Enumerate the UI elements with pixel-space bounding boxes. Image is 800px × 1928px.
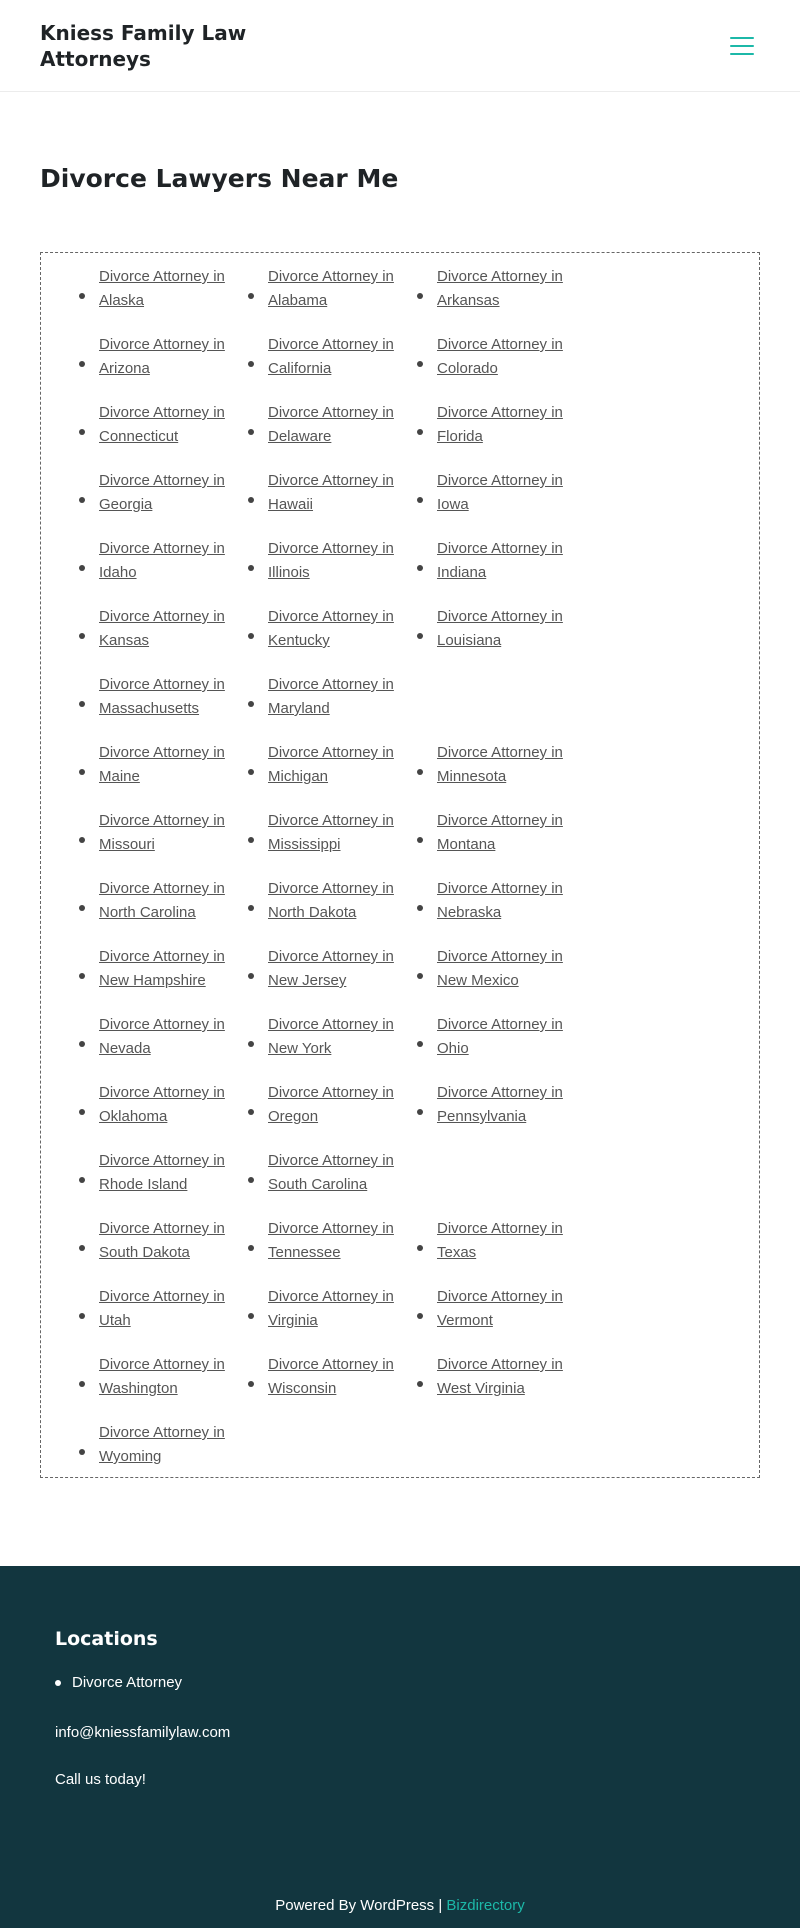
state-link-name: Tennessee — [268, 1244, 341, 1261]
state-link-name: New Hampshire — [99, 972, 206, 989]
state-link-name: Washington — [99, 1380, 178, 1397]
bullet-icon — [417, 361, 423, 367]
bullet-icon — [79, 1313, 85, 1319]
bullet-icon — [417, 633, 423, 639]
state-link-prefix: Divorce Attorney in — [437, 1084, 563, 1101]
state-list-item-new-jersey — [248, 945, 417, 1013]
state-link-prefix: Divorce Attorney in — [99, 1288, 225, 1305]
state-link-michigan[interactable] — [268, 741, 417, 789]
empty-cell — [248, 1421, 417, 1489]
state-link-name: Colorado — [437, 360, 498, 377]
state-list-item-colorado — [417, 333, 586, 401]
powered-by-text: Powered By WordPress | — [275, 1897, 443, 1914]
bullet-icon — [79, 701, 85, 707]
state-link-prefix: Divorce Attorney in — [99, 540, 225, 557]
state-link-name: Mississippi — [268, 836, 341, 853]
state-list-item-missouri — [79, 809, 248, 877]
menu-bar-top — [730, 37, 754, 39]
state-list-item-kansas — [79, 605, 248, 673]
state-link-colorado[interactable] — [437, 333, 586, 381]
state-link-name: Oklahoma — [99, 1108, 168, 1125]
state-link-utah[interactable] — [99, 1285, 248, 1333]
state-link-prefix: Divorce Attorney in — [268, 948, 394, 965]
state-list-item-georgia — [79, 469, 248, 537]
bullet-icon — [79, 361, 85, 367]
state-link-georgia[interactable] — [99, 469, 248, 517]
states-directory-box — [40, 252, 760, 1478]
bullet-icon — [417, 905, 423, 911]
state-list-item-alaska — [79, 265, 248, 333]
state-link-prefix: Divorce Attorney in — [268, 268, 394, 285]
state-link-name: Missouri — [99, 836, 155, 853]
state-link-name: Utah — [99, 1312, 131, 1329]
bullet-icon — [248, 769, 254, 775]
state-list-item-tennessee — [248, 1217, 417, 1285]
state-link-name: Iowa — [437, 496, 469, 513]
state-list-item-louisiana — [417, 605, 586, 673]
state-link-prefix: Divorce Attorney in — [99, 1356, 225, 1373]
state-link-nebraska[interactable] — [437, 877, 586, 925]
state-link-prefix: Divorce Attorney in — [268, 880, 394, 897]
state-link-name: Montana — [437, 836, 496, 853]
state-list-item-wisconsin — [248, 1353, 417, 1421]
states-list — [79, 265, 759, 1489]
bullet-icon — [79, 837, 85, 843]
state-link-rhode-island[interactable] — [99, 1149, 248, 1197]
state-link-prefix: Divorce Attorney in — [268, 1356, 394, 1373]
state-link-name: Maine — [99, 768, 140, 785]
bullet-icon — [79, 1245, 85, 1251]
state-link-prefix: Divorce Attorney in — [99, 744, 225, 761]
state-list-item-delaware — [248, 401, 417, 469]
state-link-prefix: Divorce Attorney in — [99, 1220, 225, 1237]
state-list-item-nevada — [79, 1013, 248, 1081]
state-list-item-alabama — [248, 265, 417, 333]
state-link-north-dakota[interactable] — [268, 877, 417, 925]
state-list-item-connecticut — [79, 401, 248, 469]
bullet-icon — [248, 905, 254, 911]
state-link-south-dakota[interactable] — [99, 1217, 248, 1265]
state-link-virginia[interactable] — [268, 1285, 417, 1333]
bullet-icon — [417, 429, 423, 435]
state-link-vermont[interactable] — [437, 1285, 586, 1333]
bullet-icon — [79, 1177, 85, 1183]
state-list-item-florida — [417, 401, 586, 469]
state-link-name: Nevada — [99, 1040, 151, 1057]
site-header — [0, 0, 800, 92]
state-link-south-carolina[interactable] — [268, 1149, 417, 1197]
bullet-icon — [417, 1313, 423, 1319]
state-link-name: Wyoming — [99, 1448, 162, 1465]
state-link-texas[interactable] — [437, 1217, 586, 1265]
state-list-item-iowa — [417, 469, 586, 537]
state-link-prefix: Divorce Attorney in — [268, 404, 394, 421]
state-link-maryland[interactable] — [268, 673, 417, 721]
site-title[interactable]: Kniess Family Law Attorneys — [40, 20, 247, 71]
state-link-name: Wisconsin — [268, 1380, 337, 1397]
bullet-icon — [79, 905, 85, 911]
state-link-indiana[interactable] — [437, 537, 586, 585]
state-link-prefix: Divorce Attorney in — [268, 1016, 394, 1033]
state-list-item-maine — [79, 741, 248, 809]
state-link-north-carolina[interactable] — [99, 877, 248, 925]
theme-credit-link[interactable]: Bizdirectory — [446, 1897, 525, 1914]
state-link-name: New Jersey — [268, 972, 347, 989]
state-link-prefix: Divorce Attorney in — [437, 1220, 563, 1237]
state-list-item-indiana — [417, 537, 586, 605]
bullet-icon — [248, 837, 254, 843]
empty-cell — [417, 673, 586, 741]
state-link-name: Ohio — [437, 1040, 469, 1057]
state-list-item-utah — [79, 1285, 248, 1353]
state-link-prefix: Divorce Attorney in — [99, 880, 225, 897]
state-list-item-vermont — [417, 1285, 586, 1353]
state-link-prefix: Divorce Attorney in — [268, 1288, 394, 1305]
state-link-name: Idaho — [99, 564, 137, 581]
state-list-item-south-dakota — [79, 1217, 248, 1285]
state-list-item-montana — [417, 809, 586, 877]
bullet-icon — [79, 293, 85, 299]
state-link-name: Pennsylvania — [437, 1108, 527, 1125]
state-link-prefix: Divorce Attorney in — [99, 472, 225, 489]
state-link-prefix: Divorce Attorney in — [268, 812, 394, 829]
bullet-icon — [248, 973, 254, 979]
bullet-icon — [417, 1381, 423, 1387]
state-link-wyoming[interactable] — [99, 1421, 248, 1469]
bullet-icon — [417, 1041, 423, 1047]
state-link-prefix: Divorce Attorney in — [99, 676, 225, 693]
state-link-maine[interactable] — [99, 741, 248, 789]
bullet-icon — [79, 973, 85, 979]
state-link-name: South Carolina — [268, 1176, 368, 1193]
state-link-name: Maryland — [268, 700, 330, 717]
state-link-prefix: Divorce Attorney in — [99, 336, 225, 353]
state-list-item-california — [248, 333, 417, 401]
bullet-icon — [79, 769, 85, 775]
state-link-name: Delaware — [268, 428, 332, 445]
state-list-item-oklahoma — [79, 1081, 248, 1149]
state-link-minnesota[interactable] — [437, 741, 586, 789]
state-list-item-mississippi — [248, 809, 417, 877]
bullet-icon — [79, 429, 85, 435]
state-link-kansas[interactable] — [99, 605, 248, 653]
state-link-prefix: Divorce Attorney in — [99, 268, 225, 285]
state-link-prefix: Divorce Attorney in — [268, 676, 394, 693]
state-link-iowa[interactable] — [437, 469, 586, 517]
state-link-prefix: Divorce Attorney in — [99, 948, 225, 965]
bullet-icon — [79, 497, 85, 503]
bullet-icon — [248, 293, 254, 299]
state-link-prefix: Divorce Attorney in — [437, 472, 563, 489]
bullet-icon — [248, 1041, 254, 1047]
state-list-item-virginia — [248, 1285, 417, 1353]
state-link-mississippi[interactable] — [268, 809, 417, 857]
state-link-washington[interactable] — [99, 1353, 248, 1401]
state-link-name: Hawaii — [268, 496, 314, 513]
state-list-item-michigan — [248, 741, 417, 809]
state-link-alabama[interactable] — [268, 265, 417, 313]
state-link-massachusetts[interactable] — [99, 673, 248, 721]
state-link-new-hampshire[interactable] — [99, 945, 248, 993]
state-link-name: Georgia — [99, 496, 153, 513]
state-link-prefix: Divorce Attorney in — [437, 540, 563, 557]
state-link-prefix: Divorce Attorney in — [437, 812, 563, 829]
state-link-name: Alaska — [99, 292, 145, 309]
state-list-item-new-hampshire — [79, 945, 248, 1013]
footer-list-item[interactable] — [55, 1670, 745, 1696]
state-link-prefix: Divorce Attorney in — [437, 1288, 563, 1305]
state-link-prefix: Divorce Attorney in — [99, 1152, 225, 1169]
state-link-prefix: Divorce Attorney in — [99, 608, 225, 625]
state-link-prefix: Divorce Attorney in — [268, 540, 394, 557]
state-link-name: Rhode Island — [99, 1176, 188, 1193]
state-list-item-pennsylvania — [417, 1081, 586, 1149]
state-link-prefix: Divorce Attorney in — [99, 812, 225, 829]
state-list-item-west-virginia — [417, 1353, 586, 1421]
state-link-arkansas[interactable] — [437, 265, 586, 313]
state-link-hawaii[interactable] — [268, 469, 417, 517]
state-link-louisiana[interactable] — [437, 605, 586, 653]
state-link-name: West Virginia — [437, 1380, 525, 1397]
state-link-prefix: Divorce Attorney in — [268, 336, 394, 353]
state-list-item-kentucky — [248, 605, 417, 673]
state-link-arizona[interactable] — [99, 333, 248, 381]
state-link-prefix: Divorce Attorney in — [99, 1016, 225, 1033]
state-link-prefix: Divorce Attorney in — [437, 1356, 563, 1373]
state-link-name: New York — [268, 1040, 332, 1057]
state-link-name: Louisiana — [437, 632, 502, 649]
state-link-new-jersey[interactable] — [268, 945, 417, 993]
bullet-icon — [55, 1680, 61, 1686]
bullet-icon — [417, 1109, 423, 1115]
bullet-icon — [417, 565, 423, 571]
menu-bar-middle — [730, 45, 754, 47]
bullet-icon — [248, 1177, 254, 1183]
state-list-item-north-dakota — [248, 877, 417, 945]
bullet-icon — [248, 497, 254, 503]
bullet-icon — [79, 1109, 85, 1115]
state-list-item-wyoming — [79, 1421, 248, 1489]
state-link-prefix: Divorce Attorney in — [437, 268, 563, 285]
state-link-name: New Mexico — [437, 972, 519, 989]
footer-cta: Call us today! — [55, 1771, 146, 1788]
footer-location-list — [55, 1670, 745, 1696]
state-list-item-north-carolina — [79, 877, 248, 945]
state-link-prefix: Divorce Attorney in — [437, 744, 563, 761]
state-link-name: Kentucky — [268, 632, 330, 649]
state-link-prefix: Divorce Attorney in — [437, 608, 563, 625]
state-list-item-washington — [79, 1353, 248, 1421]
bullet-icon — [248, 361, 254, 367]
bullet-icon — [79, 1041, 85, 1047]
bullet-icon — [417, 1245, 423, 1251]
state-link-missouri[interactable] — [99, 809, 248, 857]
bullet-icon — [417, 769, 423, 775]
state-link-name: Florida — [437, 428, 483, 445]
empty-cell — [417, 1149, 586, 1217]
state-link-prefix: Divorce Attorney in — [99, 1084, 225, 1101]
state-list-item-new-mexico — [417, 945, 586, 1013]
state-link-name: North Carolina — [99, 904, 196, 921]
state-link-prefix: Divorce Attorney in — [268, 744, 394, 761]
state-list-item-arkansas — [417, 265, 586, 333]
bullet-icon — [417, 973, 423, 979]
state-list-item-massachusetts — [79, 673, 248, 741]
bullet-icon — [248, 1313, 254, 1319]
bullet-icon — [248, 701, 254, 707]
hamburger-menu-icon[interactable] — [730, 37, 754, 55]
state-link-name: Arkansas — [437, 292, 500, 309]
menu-bar-bottom — [730, 53, 754, 55]
bullet-icon — [248, 565, 254, 571]
state-link-pennsylvania[interactable] — [437, 1081, 586, 1129]
bullet-icon — [248, 633, 254, 639]
bullet-icon — [248, 1381, 254, 1387]
state-link-name: Indiana — [437, 564, 487, 581]
footer-email: info@kniessfamilylaw.com — [55, 1724, 231, 1741]
state-list-item-nebraska — [417, 877, 586, 945]
state-link-montana[interactable] — [437, 809, 586, 857]
state-link-tennessee[interactable] — [268, 1217, 417, 1265]
state-link-prefix: Divorce Attorney in — [268, 472, 394, 489]
bullet-icon — [79, 1449, 85, 1455]
bullet-icon — [79, 565, 85, 571]
state-link-name: Alabama — [268, 292, 328, 309]
state-link-name: Oregon — [268, 1108, 319, 1125]
state-link-name: Vermont — [437, 1312, 493, 1329]
bullet-icon — [79, 1381, 85, 1387]
state-link-illinois[interactable] — [268, 537, 417, 585]
state-link-name: Massachusetts — [99, 700, 200, 717]
state-link-florida[interactable] — [437, 401, 586, 449]
state-list-item-maryland — [248, 673, 417, 741]
state-list-item-illinois — [248, 537, 417, 605]
bullet-icon — [417, 293, 423, 299]
state-link-name: Illinois — [268, 564, 310, 581]
state-link-prefix: Divorce Attorney in — [268, 1152, 394, 1169]
main-content — [0, 92, 800, 1566]
state-link-idaho[interactable] — [99, 537, 248, 585]
state-link-kentucky[interactable] — [268, 605, 417, 653]
state-link-prefix: Divorce Attorney in — [437, 948, 563, 965]
state-list-item-texas — [417, 1217, 586, 1285]
state-link-california[interactable] — [268, 333, 417, 381]
state-link-name: Nebraska — [437, 904, 502, 921]
state-link-name: Minnesota — [437, 768, 507, 785]
empty-cell — [417, 1421, 586, 1489]
state-link-wisconsin[interactable] — [268, 1353, 417, 1401]
state-link-delaware[interactable] — [268, 401, 417, 449]
state-link-west-virginia[interactable] — [437, 1353, 586, 1401]
page-title: Divorce Lawyers Near Me — [40, 164, 399, 193]
bullet-icon — [248, 429, 254, 435]
state-link-name: Connecticut — [99, 428, 179, 445]
state-link-prefix: Divorce Attorney in — [99, 1424, 225, 1441]
state-link-prefix: Divorce Attorney in — [437, 880, 563, 897]
state-link-name: South Dakota — [99, 1244, 190, 1261]
state-link-name: Virginia — [268, 1312, 318, 1329]
state-link-prefix: Divorce Attorney in — [268, 608, 394, 625]
bullet-icon — [248, 1109, 254, 1115]
bullet-icon — [417, 837, 423, 843]
state-link-alaska[interactable] — [99, 265, 248, 313]
state-link-name: Arizona — [99, 360, 150, 377]
state-link-oklahoma[interactable] — [99, 1081, 248, 1129]
state-list-item-rhode-island — [79, 1149, 248, 1217]
state-list-item-minnesota — [417, 741, 586, 809]
state-list-item-ohio — [417, 1013, 586, 1081]
footer-heading: Locations — [55, 1628, 158, 1650]
state-link-name: Kansas — [99, 632, 150, 649]
footer-list-label: Divorce Attorney — [72, 1674, 183, 1691]
state-list-item-new-york — [248, 1013, 417, 1081]
state-list-item-arizona — [79, 333, 248, 401]
state-link-name: North Dakota — [268, 904, 357, 921]
bullet-icon — [417, 497, 423, 503]
bullet-icon — [79, 633, 85, 639]
state-link-prefix: Divorce Attorney in — [437, 336, 563, 353]
state-link-connecticut[interactable] — [99, 401, 248, 449]
bullet-icon — [248, 1245, 254, 1251]
state-link-prefix: Divorce Attorney in — [437, 1016, 563, 1033]
state-list-item-oregon — [248, 1081, 417, 1149]
state-link-new-york[interactable] — [268, 1013, 417, 1061]
state-link-new-mexico[interactable] — [437, 945, 586, 993]
state-link-name: Texas — [437, 1244, 477, 1261]
state-list-item-hawaii — [248, 469, 417, 537]
state-link-prefix: Divorce Attorney in — [268, 1220, 394, 1237]
site-footer — [0, 1566, 800, 1928]
state-link-prefix: Divorce Attorney in — [99, 404, 225, 421]
state-link-nevada[interactable] — [99, 1013, 248, 1061]
state-list-item-idaho — [79, 537, 248, 605]
state-list-item-south-carolina — [248, 1149, 417, 1217]
state-link-prefix: Divorce Attorney in — [268, 1084, 394, 1101]
state-link-oregon[interactable] — [268, 1081, 417, 1129]
state-link-ohio[interactable] — [437, 1013, 586, 1061]
footer-credits — [0, 1896, 800, 1916]
state-link-prefix: Divorce Attorney in — [437, 404, 563, 421]
state-link-name: California — [268, 360, 332, 377]
state-link-name: Michigan — [268, 768, 329, 785]
